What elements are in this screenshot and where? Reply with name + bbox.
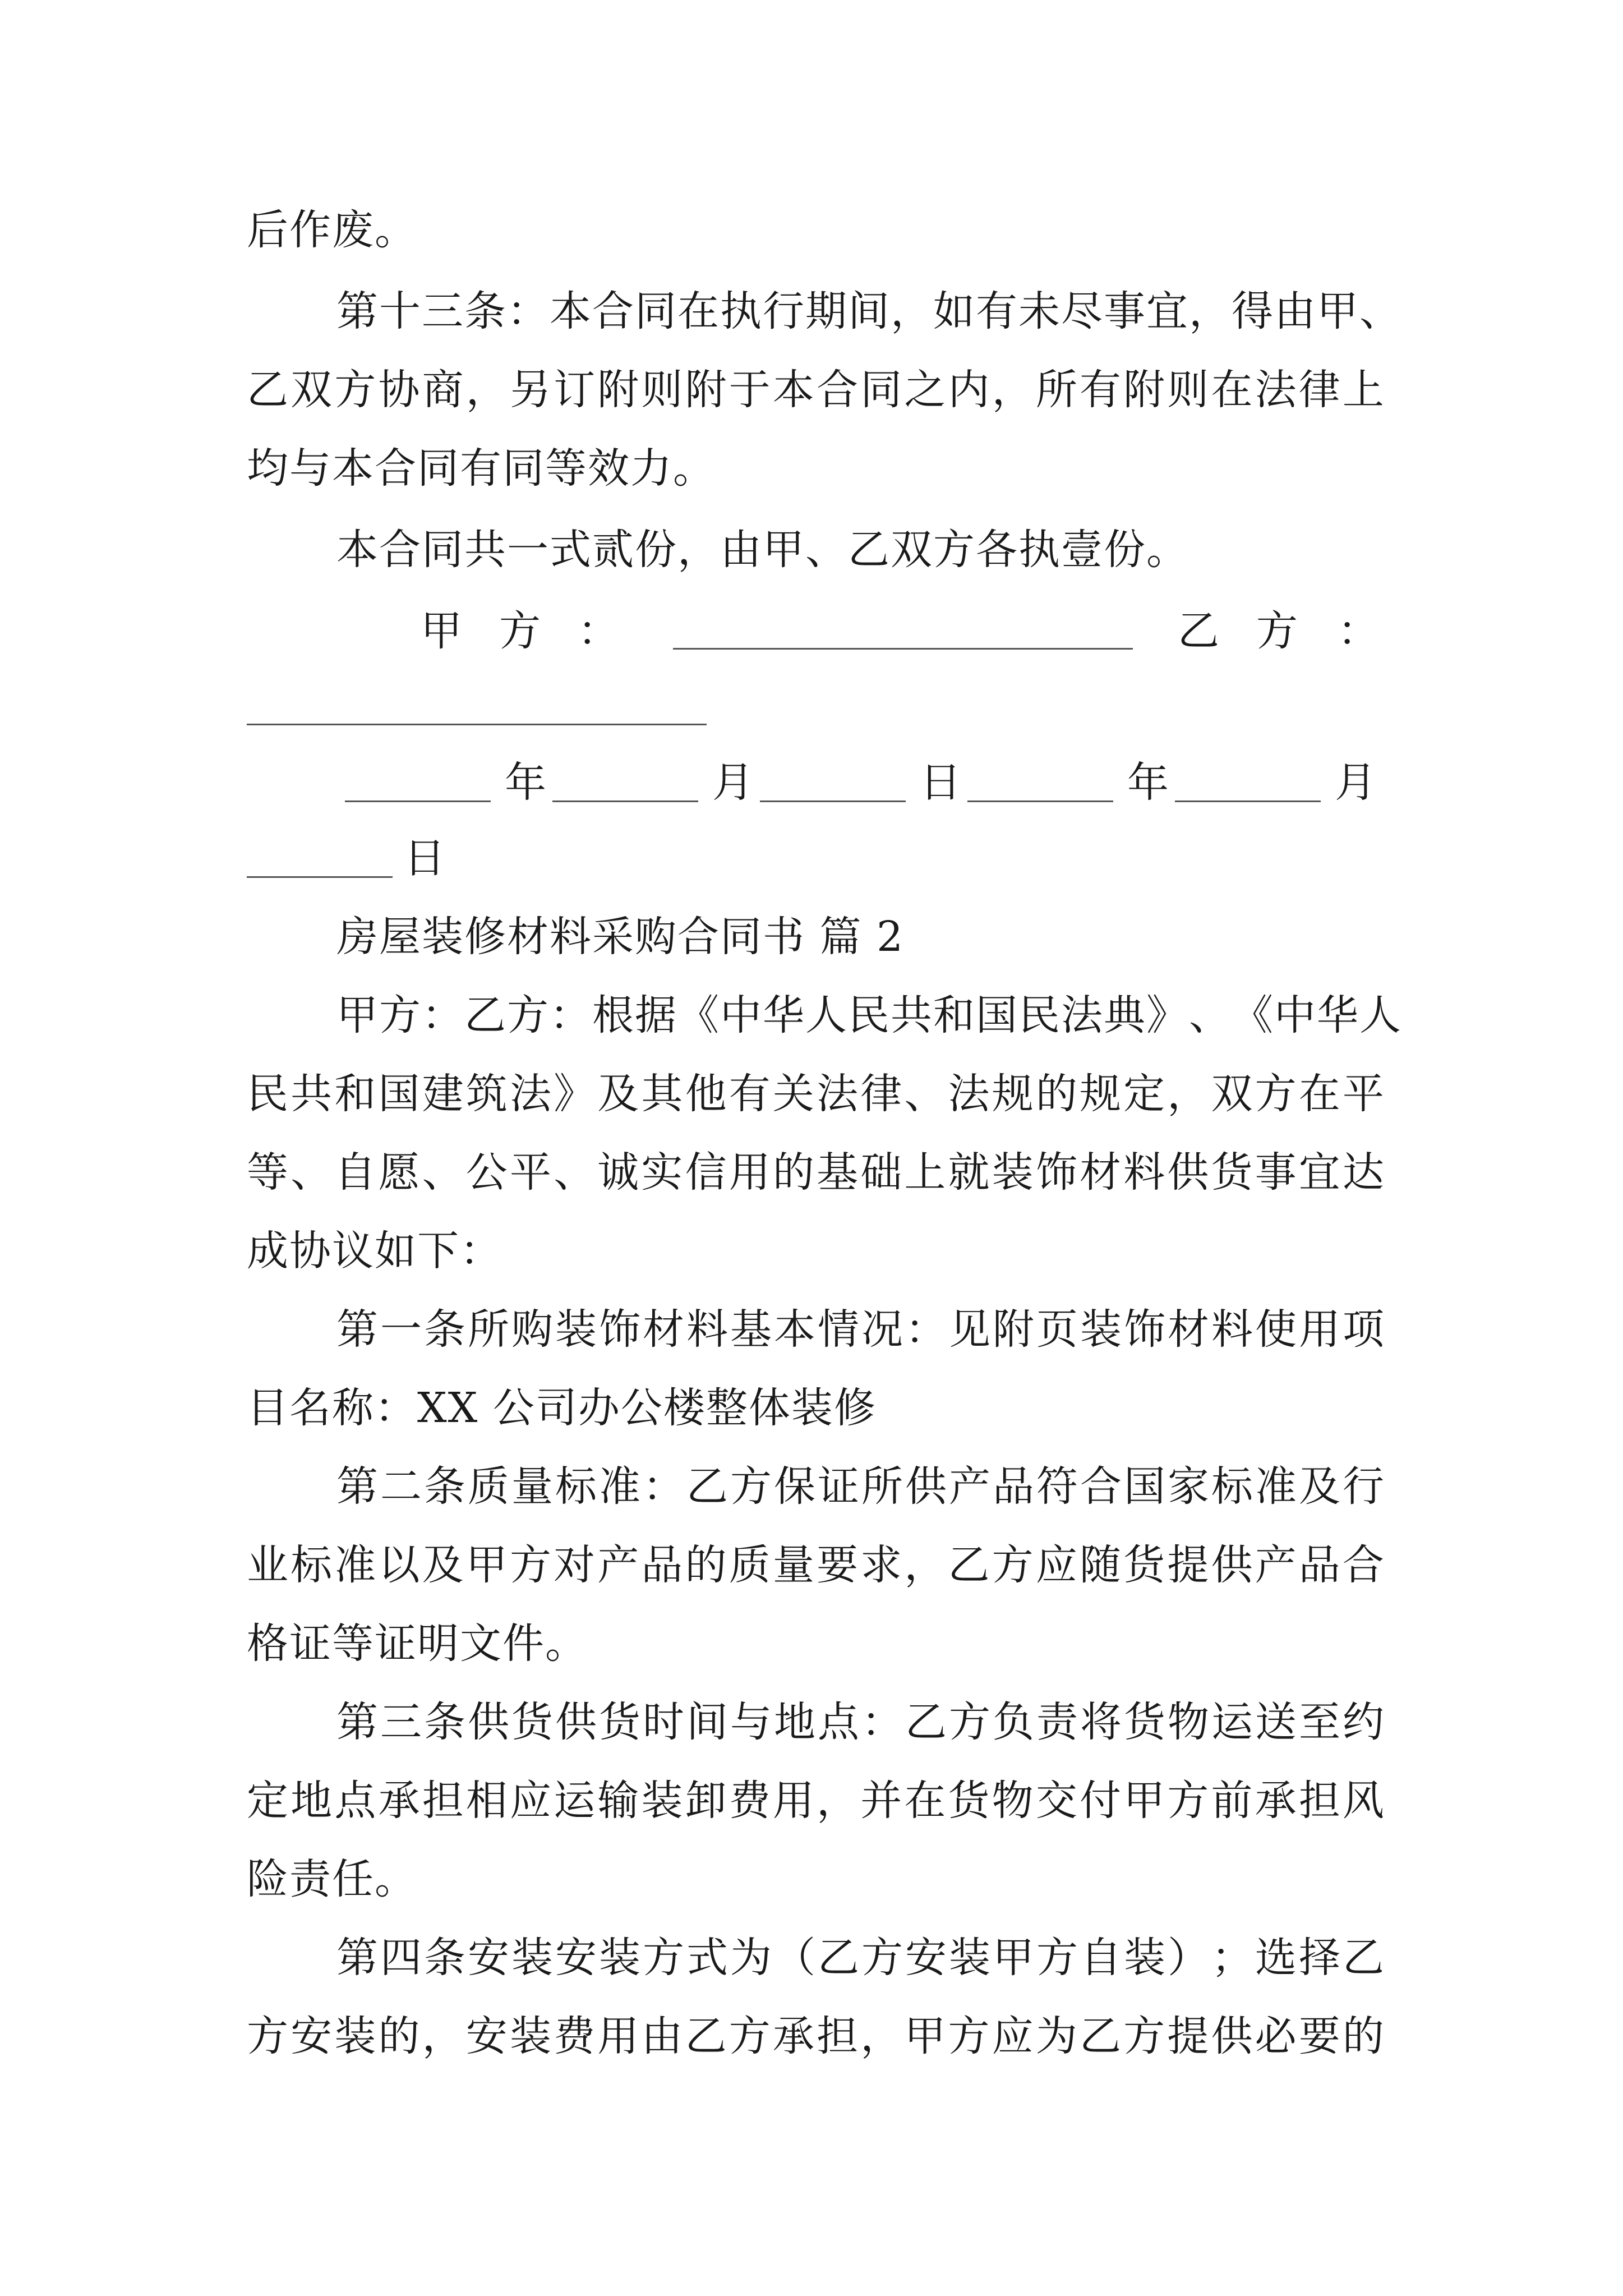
month-blank [1175, 800, 1321, 802]
year-blank [967, 800, 1113, 802]
party-a-label-char: 方 [499, 607, 541, 655]
article-3-line-3: 险责任。 [247, 1855, 417, 1903]
month-label: 月 [1335, 758, 1376, 807]
article-4-line-1: 第 四 条 安 装 安 装 方 式 为 （ 乙 方 安 装 甲 方 自 装 ） ； 选 择 乙 [336, 1934, 1385, 1982]
day-label: 日 [920, 758, 961, 807]
party-b-label-char: 方 [1256, 607, 1298, 655]
year-label: 年 [1127, 758, 1169, 807]
body-line: 成协议如下： [247, 1227, 502, 1275]
date-row [336, 754, 1385, 811]
article-13-line-2: 乙 双 方 协 商 ， 另 订 附 则 附 于 本 合 同 之 内 ， 所 有 附 则 在 法 律 上 [247, 366, 1385, 414]
article-2-line-2: 业 标 准 以 及 甲 方 对 产 品 的 质 量 要 求 ， 乙 方 应 随 货 提 供 产 品 合 [247, 1541, 1385, 1589]
body-line: 民 共 和 国 建 筑 法 》 及 其 他 有 关 法 律 、 法 规 的 规 定 ， 双 方 在 平 [247, 1070, 1385, 1118]
article-2-line-3: 格证等证明文件。 [247, 1619, 588, 1668]
article-4-line-2: 方 安 装 的 ， 安 装 费 用 由 乙 方 承 担 ， 甲 方 应 为 乙 方 提 供 必 要 的 [247, 2012, 1385, 2060]
party-b-signature-blank [247, 724, 707, 725]
party-a-label-char: 甲 [421, 607, 462, 655]
year-blank [345, 800, 491, 802]
article-3-line-1: 第 三 条 供 货 供 货 时 间 与 地 点 ： 乙 方 负 责 将 货 物 运 送 至 约 [336, 1698, 1385, 1746]
day-label: 日 [404, 834, 446, 882]
party-b-label-char: 乙 [1178, 607, 1219, 655]
day-blank [760, 800, 906, 802]
body-line: 等 、 自 愿 、 公 平 、 诚 实 信 用 的 基 础 上 就 装 饰 材 料 供 货 事 宜 达 [247, 1148, 1385, 1197]
year-label: 年 [505, 758, 546, 807]
article-3-line-2: 定 地 点 承 担 相 应 运 输 装 卸 费 用 ， 并 在 货 物 交 付 甲 方 前 承 担 风 [247, 1777, 1385, 1825]
day-blank [247, 876, 393, 878]
section-title: 房屋装修材料采购合同书 篇 2 [336, 913, 905, 961]
article-13-line-1: 第 十 三 条 ： 本 合 同 在 执 行 期 间 ， 如 有 未 尽 事 宜 ， 得 由 甲 、 [336, 287, 1402, 335]
month-blank [552, 800, 698, 802]
party-a-signature-blank [673, 648, 1133, 650]
party-a-label-colon: ： [578, 607, 619, 655]
article-13-line-3: 均与本合同有同等效力。 [247, 444, 716, 493]
party-b-label-colon: ： [1338, 607, 1379, 655]
body-line: 甲 方 ： 乙 方 ： 根 据 《 中 华 人 民 共 和 国 民 法 典 》 、 《 中 华 人 [336, 991, 1402, 1039]
copies-statement: 本合同共一式贰份，由甲、乙双方各执壹份。 [336, 526, 1189, 574]
article-1-line-1: 第 一 条 所 购 装 饰 材 料 基 本 情 况 ： 见 附 页 装 饰 材 料 使 用 项 [336, 1305, 1385, 1354]
article-1-line-2: 目名称：XX 公司办公楼整体装修 [247, 1384, 877, 1432]
article-2-line-1: 第 二 条 质 量 标 准 ： 乙 方 保 证 所 供 产 品 符 合 国 家 标 准 及 行 [336, 1462, 1385, 1511]
month-label: 月 [712, 758, 754, 807]
signature-row [247, 603, 1385, 659]
paragraph-line: 后作废。 [247, 206, 417, 254]
